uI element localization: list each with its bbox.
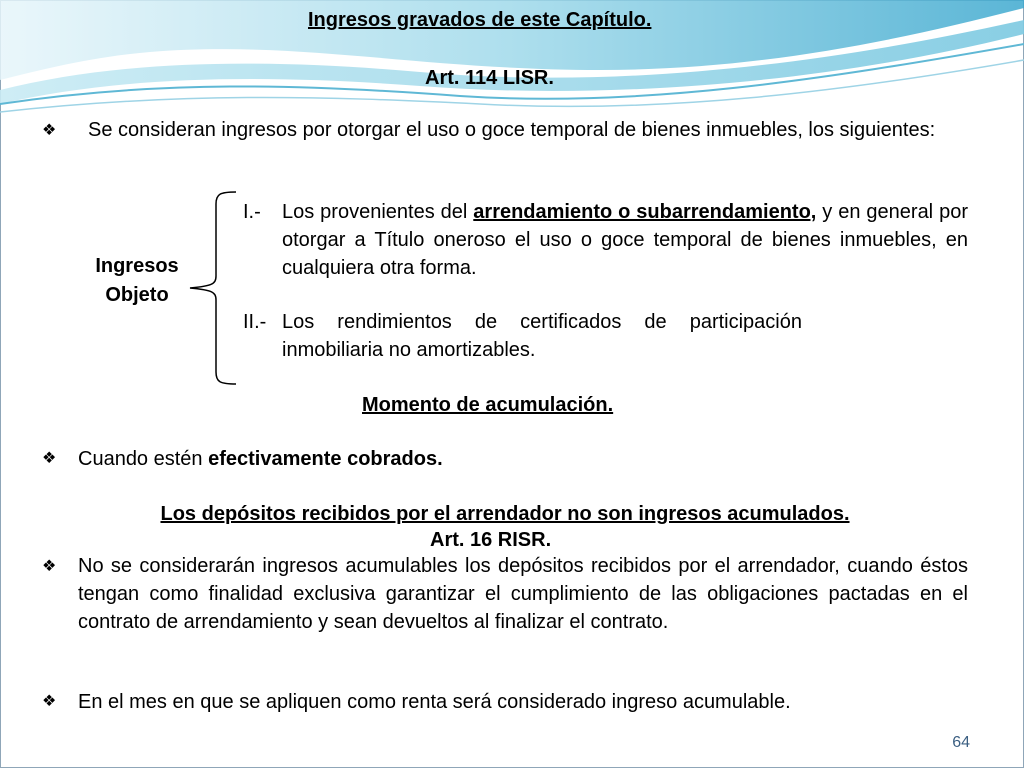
depositos-paragraph: No se considerarán ingresos acumulables los depósitos recibidos por el arrendador, cuando éstos tengan como finalidad exclusiva garantizar el cumplimiento de las obligaciones pactadas en el contrato de arrendamiento y sean devueltos al finalizar el contrato. bbox=[78, 555, 968, 633]
side-label-line2: Objeto bbox=[105, 284, 169, 306]
item2-number: II.- bbox=[243, 311, 267, 333]
page-number: 64 bbox=[952, 734, 970, 751]
article-16-reference: Art. 16 RISR. bbox=[430, 529, 552, 551]
slide-title: Ingresos gravados de este Capítulo. bbox=[308, 9, 652, 31]
item1-text bbox=[282, 198, 968, 282]
diamond-quad-icon: ❖ bbox=[42, 693, 57, 710]
left-brace-icon bbox=[186, 190, 240, 386]
diamond-quad-icon: ❖ bbox=[42, 122, 57, 139]
cobrados-pre: Cuando estén bbox=[78, 448, 209, 470]
side-label-line1: Ingresos bbox=[95, 255, 179, 277]
depositos-heading: Los depósitos recibidos por el arrendador no son ingresos acumulados. bbox=[160, 503, 850, 525]
item1-number: I.- bbox=[243, 201, 261, 223]
item1-pre: Los provenientes del bbox=[282, 201, 474, 223]
moment-heading: Momento de acumulación. bbox=[362, 394, 614, 416]
diamond-quad-icon: ❖ bbox=[42, 450, 57, 467]
item2-text: Los rendimientos de certificados de participación inmobiliaria no amortizables. bbox=[282, 311, 802, 361]
article-114-reference: Art. 114 LISR. bbox=[425, 67, 554, 89]
item1-post: y en general por otorgar a Título oneroso el uso o goce temporal de bienes inmuebles, en cualquiera otra forma. bbox=[282, 201, 968, 279]
item1-bold: arrendamiento o subarrendamiento, bbox=[473, 201, 817, 223]
diamond-quad-icon: ❖ bbox=[42, 558, 57, 575]
renta-paragraph: En el mes en que se apliquen como renta será considerado ingreso acumulable. bbox=[78, 691, 791, 713]
intro-paragraph: Se consideran ingresos por otorgar el uso o goce temporal de bienes inmuebles, los siguientes: bbox=[88, 119, 936, 141]
cobrados-line bbox=[78, 445, 443, 473]
cobrados-bold: efectivamente cobrados. bbox=[208, 448, 443, 470]
